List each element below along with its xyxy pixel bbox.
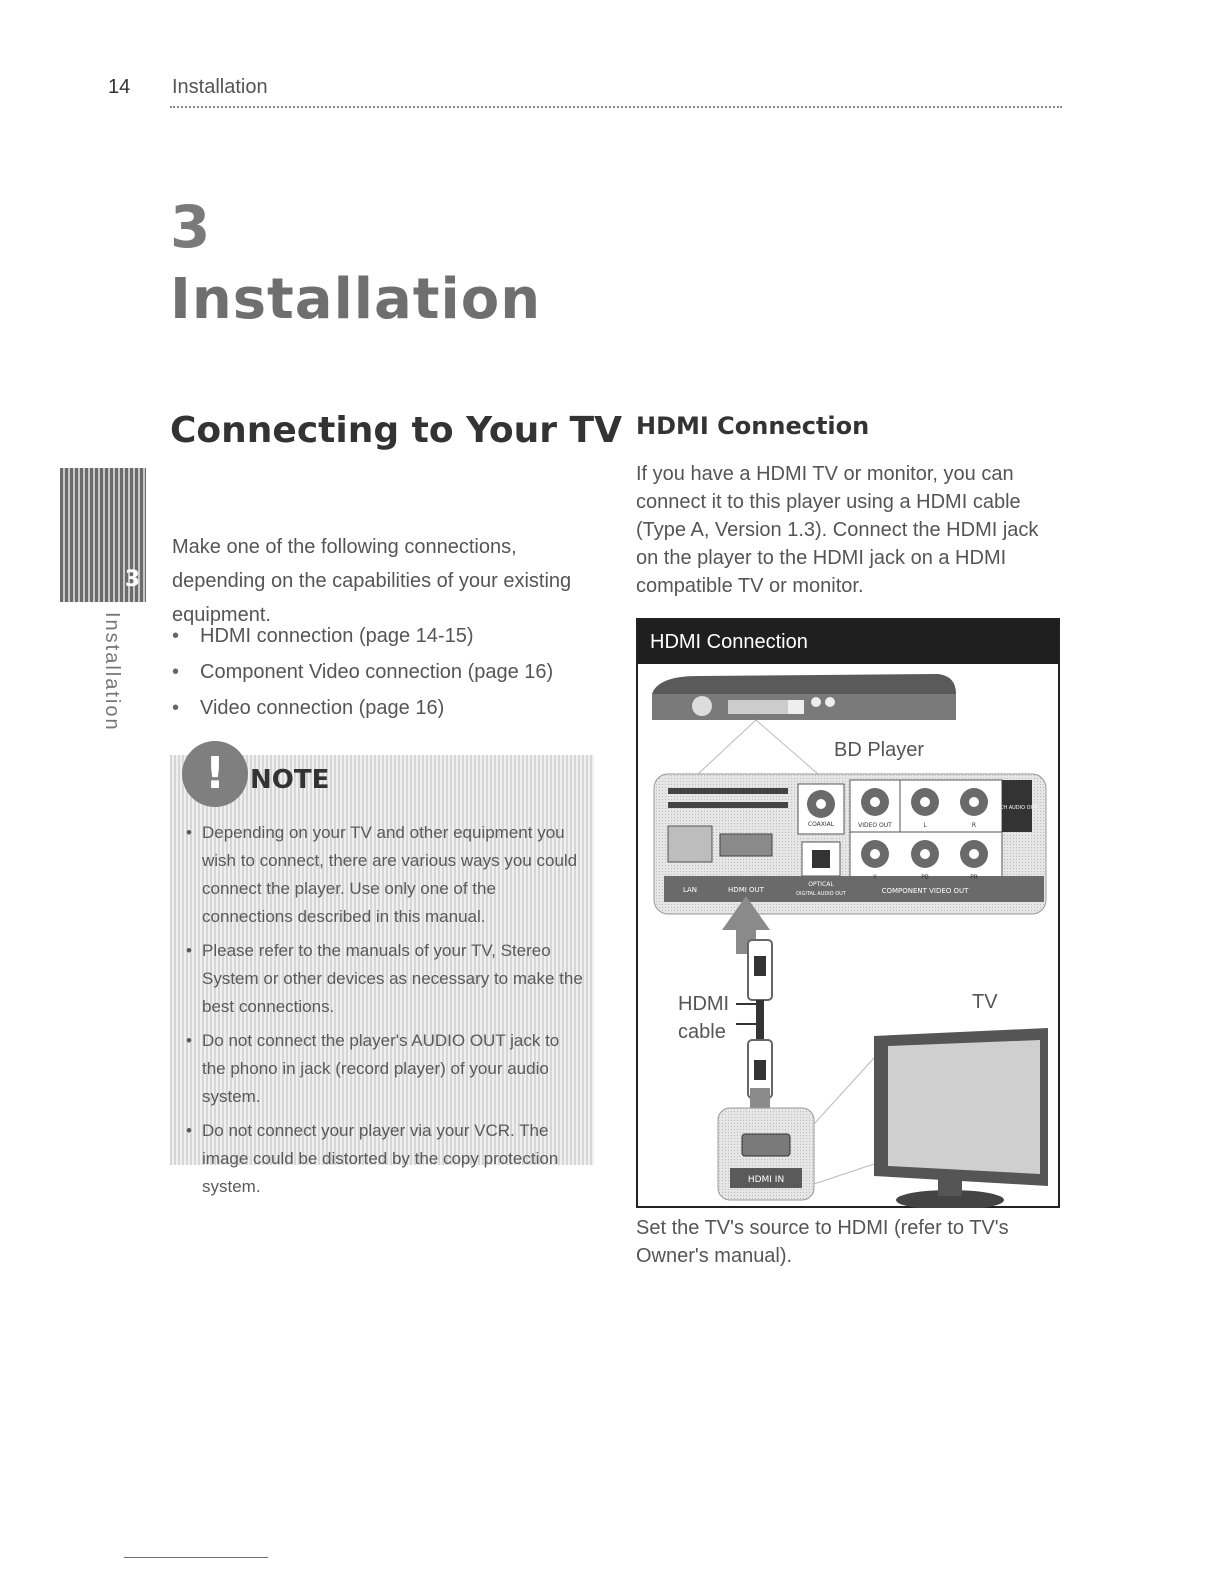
bd-player-label: BD Player xyxy=(834,739,925,761)
bd-player-icon xyxy=(652,674,956,720)
list-item: • Component Video connection (page 16) xyxy=(172,654,553,690)
hdmi-cable-icon xyxy=(736,940,772,1098)
hdmi-cable-label-2: cable xyxy=(678,1021,726,1043)
note-item: • Depending on your TV and other equipment you wish to connect, there are various ways you could connect the player. Use only one of the connections described in this manual. xyxy=(184,819,584,931)
2ch-audio-out-label: 2CH AUDIO OUT xyxy=(996,805,1038,811)
tv-icon xyxy=(874,1028,1048,1208)
side-tab-number: 3 xyxy=(124,567,140,592)
list-item: • Video connection (page 16) xyxy=(172,690,553,726)
connection-diagram xyxy=(638,664,1058,1208)
audio-l-label: L xyxy=(923,822,927,829)
pr-label: PR xyxy=(970,874,978,881)
component-video-out-label: COMPONENT VIDEO OUT xyxy=(881,887,969,895)
digital-audio-out-label: DIGITAL AUDIO OUT xyxy=(796,891,846,897)
intro-paragraph: Make one of the following connections, depending on the capabilities of your existing equipment. xyxy=(172,536,572,626)
optical-label: OPTICAL xyxy=(808,881,834,888)
running-title: Installation xyxy=(172,76,268,98)
exclamation-icon: ! xyxy=(182,741,248,807)
note-title: NOTE xyxy=(250,765,330,795)
chapter-number: 3 xyxy=(170,193,211,261)
coaxial-label: COAXIAL xyxy=(807,821,835,828)
rear-panel xyxy=(654,774,1046,914)
note-box xyxy=(170,748,594,1196)
side-tab-label: Installation xyxy=(101,612,123,732)
chapter-title: Installation xyxy=(170,267,542,332)
section-heading-connecting: Connecting to Your TV xyxy=(170,410,622,451)
hdmi-connection-figure xyxy=(636,618,1060,1208)
footer-rule xyxy=(124,1557,268,1558)
note-item: • Do not connect the player's AUDIO OUT jack to the phono in jack (record player) of your audio system. xyxy=(184,1027,584,1111)
connection-list xyxy=(172,618,553,726)
hdmi-out-label: HDMI OUT xyxy=(728,886,764,894)
hdmi-cable-label-1: HDMI xyxy=(678,993,730,1015)
header-rule xyxy=(170,106,1062,108)
figure-header: HDMI Connection xyxy=(638,620,1058,664)
video-out-label: VIDEO OUT xyxy=(858,822,892,829)
section-heading-hdmi: HDMI Connection xyxy=(636,412,870,440)
figure-caption: Set the TV's source to HDMI (refer to TV's Owner's manual). xyxy=(636,1217,1009,1267)
hdmi-in-jack xyxy=(718,1108,814,1200)
tv-label: TV xyxy=(972,991,998,1013)
chapter-side-tab xyxy=(60,468,146,602)
list-item: • HDMI connection (page 14-15) xyxy=(172,618,553,654)
y-label: Y xyxy=(873,874,877,881)
hdmi-in-label: HDMI IN xyxy=(747,1175,785,1185)
note-item: • Please refer to the manuals of your TV, Stereo System or other devices as necessary to make the best connections. xyxy=(184,937,584,1021)
hdmi-description: If you have a HDMI TV or monitor, you can connect it to this player using a HDMI cable (Type A, Version 1.3). Connect the HDMI jack on the player to the HDMI jack on a HDMI compatible TV or monitor. xyxy=(636,463,1039,597)
pb-label: PB xyxy=(921,874,929,881)
note-item: • Do not connect your player via your VCR. The image could be distorted by the copy protection system. xyxy=(184,1117,584,1201)
page-number: 14 xyxy=(108,76,131,98)
audio-r-label: R xyxy=(971,822,977,829)
note-list xyxy=(184,819,584,1207)
lan-label: LAN xyxy=(682,886,698,894)
